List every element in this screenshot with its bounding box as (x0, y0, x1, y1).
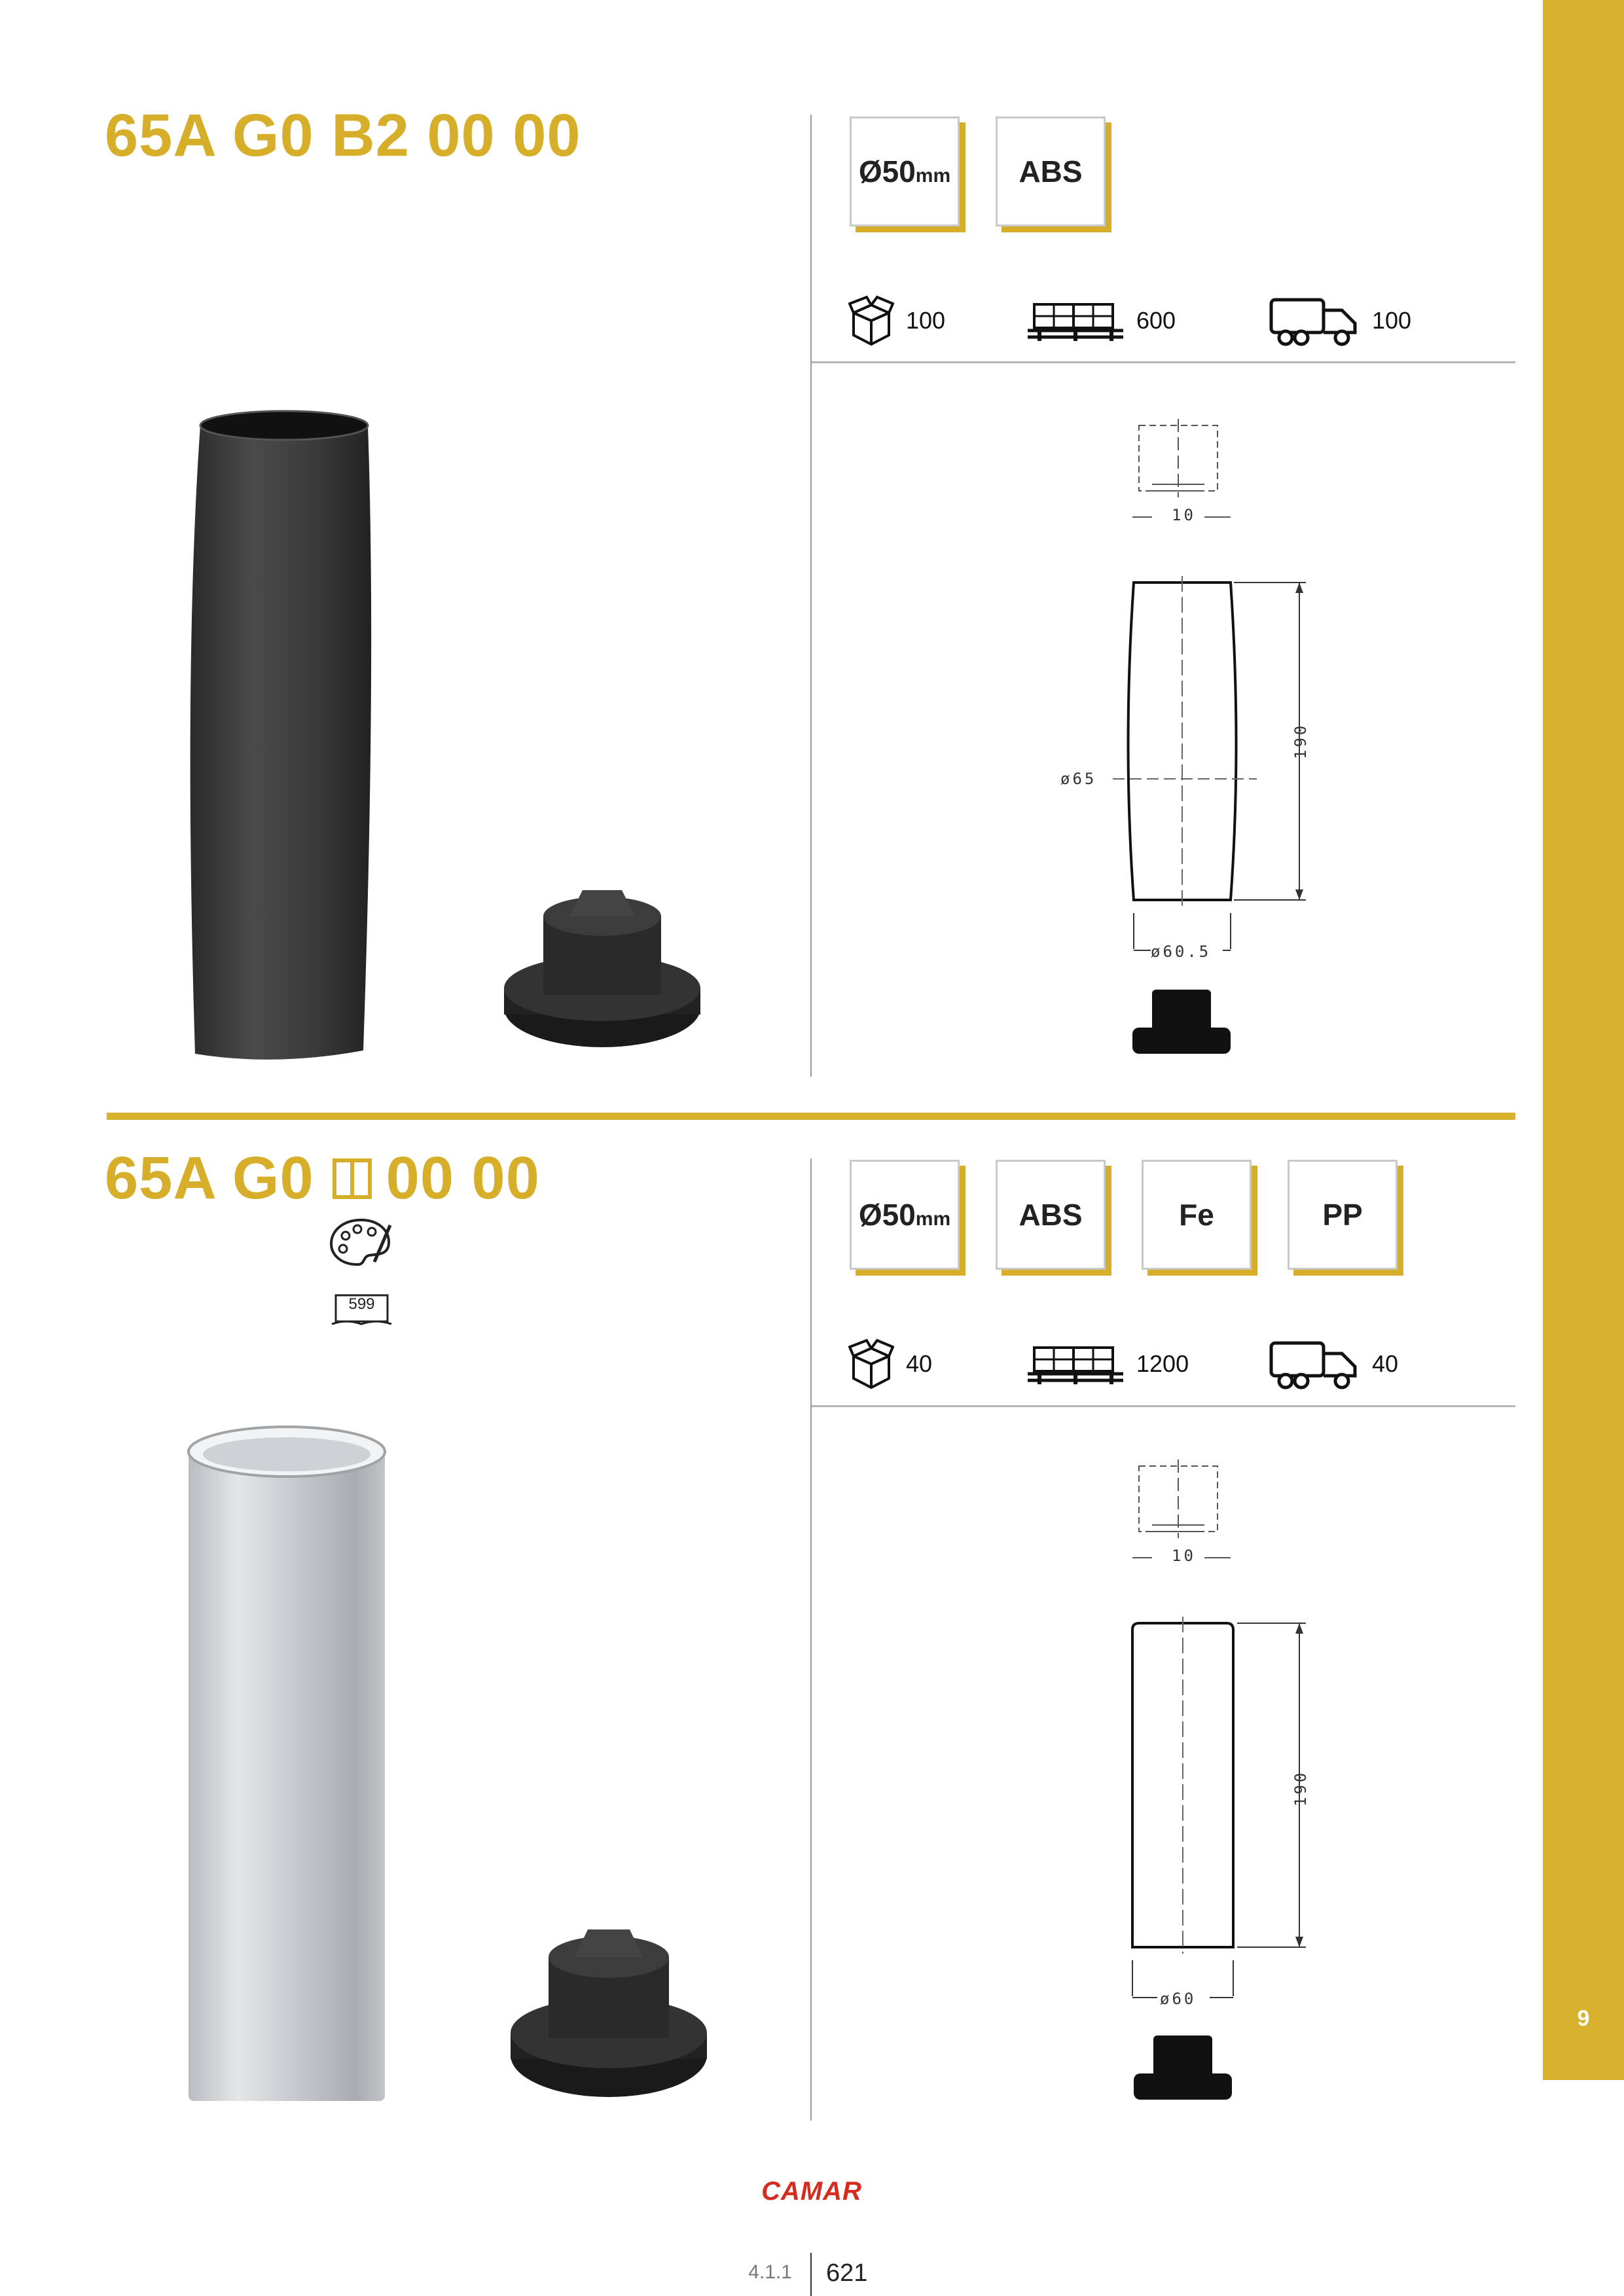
height-label: 190 (1291, 723, 1310, 759)
column-divider (810, 115, 812, 1077)
box-quantity: 40 (906, 1350, 933, 1377)
spec-divider (812, 361, 1515, 363)
pallet-quantity: 1200 (1136, 1350, 1189, 1377)
bottom-diameter-label: ø60 (1160, 1990, 1197, 2008)
truck-icon (1269, 1338, 1360, 1390)
height-label: 190 (1291, 1770, 1310, 1806)
section-sidebar (1543, 0, 1624, 2080)
packaging-truck (1269, 295, 1411, 347)
packaging-pallet (1026, 295, 1176, 347)
spec-badge-material: PP (1288, 1160, 1398, 1270)
finish-code-placeholder (333, 1158, 372, 1199)
brand-logo: CAMAR (761, 2177, 862, 2206)
adjust-height-label: 10 (1172, 1547, 1196, 1565)
box-icon (848, 295, 894, 347)
spec-badge-material: ABS (996, 117, 1106, 226)
packaging-box (848, 1338, 932, 1390)
truck-quantity: 100 (1372, 307, 1412, 334)
spec-badge-diameter: Ø50 mm (850, 1160, 960, 1270)
column-divider (810, 1158, 812, 2121)
box-quantity: 100 (906, 307, 946, 334)
box-icon (848, 1338, 894, 1390)
product-photo-tube (177, 406, 386, 1067)
section-separator (107, 1113, 1515, 1120)
spec-badge-material: Fe (1142, 1160, 1252, 1270)
page-number: 621 (826, 2259, 868, 2287)
bottom-diameter-label: ø60.5 (1151, 942, 1212, 961)
pallet-icon (1026, 1341, 1125, 1387)
product-photo-base (504, 1911, 713, 2108)
product-code: 65A G0 B2 00 00 (105, 102, 581, 169)
palette-icon (329, 1216, 394, 1268)
pallet-quantity: 600 (1136, 307, 1176, 334)
truck-icon (1269, 295, 1360, 347)
section-code: 4.1.1 (748, 2261, 792, 2283)
packaging-box (848, 295, 945, 347)
spec-divider (812, 1405, 1515, 1407)
technical-drawing-1 (1047, 419, 1322, 1067)
spec-badge-material: ABS (996, 1160, 1106, 1270)
adjust-height-label: 10 (1172, 506, 1196, 524)
product-photo-base (497, 877, 707, 1060)
section-number: 9 (1577, 2006, 1590, 2031)
pallet-icon (1026, 298, 1125, 344)
catalog-page-ref: 599 (348, 1295, 375, 1313)
catalog-reference[interactable] (331, 1293, 393, 1327)
product-code: 65A G0 00 00 (105, 1145, 540, 1211)
packaging-truck (1269, 1338, 1398, 1390)
top-diameter-label: ø65 (1060, 770, 1097, 788)
truck-quantity: 40 (1372, 1350, 1399, 1377)
footer-divider (810, 2253, 812, 2296)
spec-badge-diameter: Ø50 mm (850, 117, 960, 226)
packaging-pallet (1026, 1338, 1189, 1390)
product-photo-tube (177, 1420, 399, 2114)
technical-drawing-2 (1047, 1460, 1322, 2108)
